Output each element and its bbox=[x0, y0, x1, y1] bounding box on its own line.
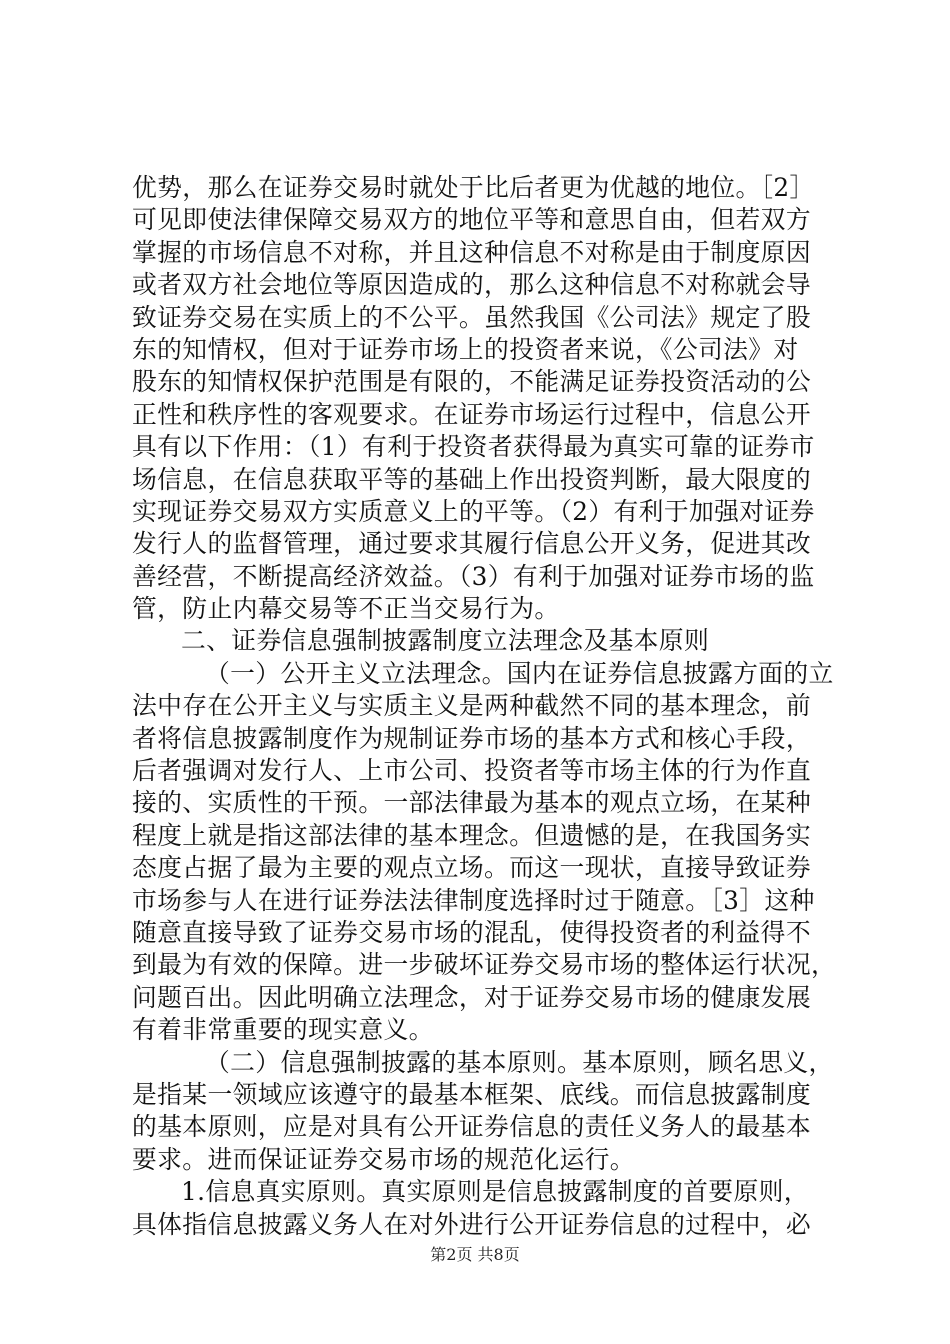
text-line: 市场参与人在进行证券法法律制度选择时过于随意。［3］这种 bbox=[132, 885, 815, 915]
text-line: 发行人的监督管理，通过要求其履行信息公开义务，促进其改 bbox=[132, 529, 811, 559]
text-line: 随意直接导致了证券交易市场的混乱，使得投资者的利益得不 bbox=[132, 917, 811, 947]
text-line: （二）信息强制披露的基本原则。基本原则，顾名思义， bbox=[205, 1047, 834, 1077]
text-line: 股东的知情权保护范围是有限的，不能满足证券投资活动的公 bbox=[132, 367, 811, 397]
text-line: 可见即使法律保障交易双方的地位平等和意思自由，但若双方 bbox=[132, 205, 811, 235]
text-line: 是指某一领域应该遵守的最基本框架、底线。而信息披露制度 bbox=[132, 1079, 811, 1109]
text-line: 东的知情权，但对于证券市场上的投资者来说，《公司法》对 bbox=[132, 334, 799, 364]
text-line: 场信息，在信息获取平等的基础上作出投资判断，最大限度的 bbox=[132, 464, 811, 494]
text-line: 到最为有效的保障。进一步破坏证券交易市场的整体运行状况， bbox=[132, 950, 837, 980]
text-line: 优势，那么在证券交易时就处于比后者更为优越的地位。［2］ bbox=[132, 173, 815, 202]
section-heading: 二、证券信息强制披露制度立法理念及基本原则 bbox=[181, 626, 710, 656]
text-line: 要求。进而保证证券交易市场的规范化运行。 bbox=[132, 1144, 635, 1174]
text-line: 接的、实质性的干预。一部法律最为基本的观点立场，在某种 bbox=[132, 788, 811, 818]
text-line: 态度占据了最为主要的观点立场。而这一现状，直接导致证券 bbox=[132, 853, 811, 883]
text-line: 程度上就是指这部法律的基本理念。但遗憾的是，在我国务实 bbox=[132, 820, 811, 850]
text-line: 具体指信息披露义务人在对外进行公开证券信息的过程中，必 bbox=[132, 1209, 811, 1239]
text-line: 法中存在公开主义与实质主义是两种截然不同的基本理念，前 bbox=[132, 691, 811, 721]
text-line: 实现证券交易双方实质意义上的平等。（2）有利于加强对证券 bbox=[132, 496, 815, 526]
text-line: 致证券交易在实质上的不公平。虽然我国《公司法》规定了股 bbox=[132, 302, 811, 332]
text-line: 问题百出。因此明确立法理念，对于证券交易市场的健康发展 bbox=[132, 982, 811, 1012]
text-line: 者将信息披露制度作为规制证券市场的基本方式和核心手段， bbox=[132, 723, 811, 753]
text-line: （一）公开主义立法理念。国内在证券信息披露方面的立 bbox=[205, 658, 834, 688]
text-line: 掌握的市场信息不对称，并且这种信息不对称是由于制度原因 bbox=[132, 237, 811, 267]
body-text bbox=[132, 172, 837, 1241]
text-line: 正性和秩序性的客观要求。在证券市场运行过程中，信息公开 bbox=[132, 399, 811, 429]
text-line: 具有以下作用：（1）有利于投资者获得最为真实可靠的证券市 bbox=[132, 432, 815, 462]
text-line: 管，防止内幕交易等不正当交易行为。 bbox=[132, 594, 560, 624]
text-line: 1.信息真实原则。真实原则是信息披露制度的首要原则， bbox=[181, 1177, 809, 1207]
text-line: 或者双方社会地位等原因造成的，那么这种信息不对称就会导 bbox=[132, 270, 811, 300]
text-line: 善经营，不断提高经济效益。（3）有利于加强对证券市场的监 bbox=[132, 561, 815, 591]
page-footer: 第2页 共8页 bbox=[430, 1245, 520, 1264]
text-line: 的基本原则，应是对具有公开证券信息的责任义务人的最基本 bbox=[132, 1112, 811, 1142]
text-line: 有着非常重要的现实意义。 bbox=[132, 1015, 434, 1045]
text-line: 后者强调对发行人、上市公司、投资者等市场主体的行为作直 bbox=[132, 756, 811, 786]
